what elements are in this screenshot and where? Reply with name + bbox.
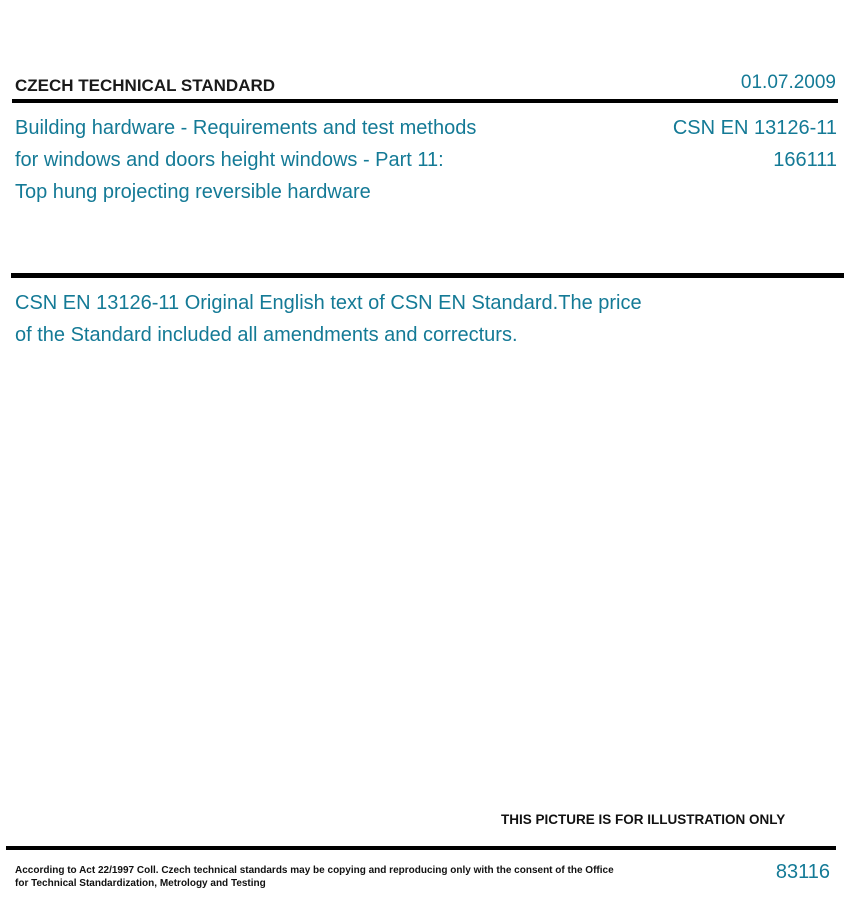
code-block xyxy=(673,112,837,176)
title-block xyxy=(15,112,615,208)
legal-text xyxy=(15,864,635,890)
title-line: for windows and doors height windows - Part 11: xyxy=(15,149,444,171)
illustration-notice: THIS PICTURE IS FOR ILLUSTRATION ONLY xyxy=(501,812,786,827)
description xyxy=(15,287,755,351)
header-rule xyxy=(12,99,838,103)
title-rule xyxy=(11,273,844,278)
standard-label: CZECH TECHNICAL STANDARD xyxy=(15,76,276,95)
catalog-number: 166111 xyxy=(773,149,837,171)
footer-number: 83116 xyxy=(775,861,830,883)
legal-line: for Technical Standardization, Metrology and Testing xyxy=(15,878,266,889)
date: 01.07.2009 xyxy=(740,72,836,93)
title-line: Top hung projecting reversible hardware xyxy=(15,181,371,203)
footer-rule xyxy=(6,846,836,850)
title-line: Building hardware - Requirements and test methods xyxy=(15,117,477,139)
description-line: CSN EN 13126-11 Original English text of CSN EN Standard.The price xyxy=(15,292,642,314)
description-line: of the Standard included all amendments and correcturs. xyxy=(15,324,518,346)
legal-line: According to Act 22/1997 Coll. Czech technical standards may be copying and reproducing only with the consent of the Office xyxy=(15,865,614,876)
standard-code: CSN EN 13126-11 xyxy=(672,117,837,139)
